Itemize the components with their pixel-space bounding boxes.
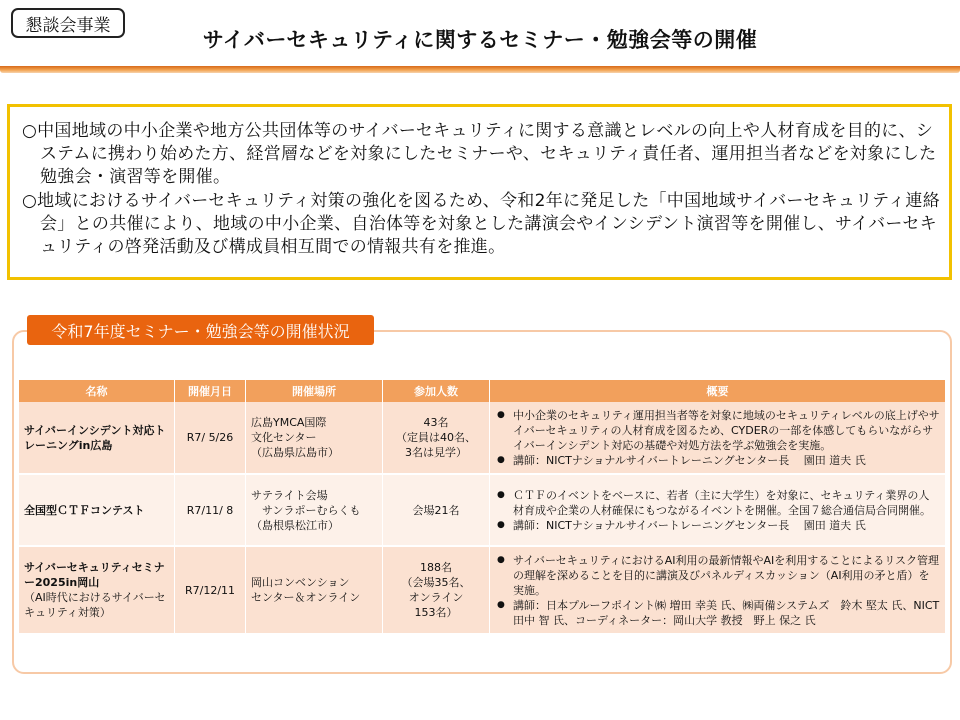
page-title: サイバーセキュリティに関するセミナー・勉強会等の開催 [202,28,758,52]
row-venue: 広島YMCA国際 文化センター （広島県広島市） [246,402,383,474]
row-name-sub: （AI時代におけるサイバーセキュリティ対策） [24,591,166,619]
overview-bullet: ● 講師：NICTナショナルサイバートレーニングセンター長 園田 道夫 氏 [495,453,940,468]
row-name [19,474,175,546]
row-attendees: 会場21名 [383,474,490,546]
row-name-main: サイバーセキュリティセミナー2025in岡山 [24,561,165,589]
seminar-table [18,380,946,635]
section-label: 令和7年度セミナー・勉強会等の開催状況 [27,315,374,345]
header-name: 名称 [19,380,175,402]
summary-paragraph-1: ○中国地域の中小企業や地方公共団体等のサイバーセキュリティに関する意識とレベルの向上や人材育成を目的に、システムに携わり始めた方、経営層などを対象にしたセミナーや、セキュリティ責任者、運用担当者などを対象にした勉強会・演習等を開催。 [22,121,937,187]
header-date: 開催月日 [175,380,246,402]
row-date: R7/ 5/26 [175,402,246,474]
row-overview [490,546,946,634]
overview-bullet: ● ＣＴＦのイベントをベースに、若者（主に大学生）を対象に、セキュリティ業界の人材育成や企業の人材確保にもつながるイベントを開催。全国７総合通信局合同開催。 [495,488,940,518]
row-overview [490,474,946,546]
summary-paragraph-2: ○地域におけるサイバーセキュリティ対策の強化を図るため、令和2年に発足した「中国地域サイバーセキュリティ連絡会」との共催により、地域の中小企業、自治体等を対象とした講演会やインシデント演習等を開催し、サイバーセキュリティの啓発活動及び構成員相互間での情報共有を推進。 [22,191,941,257]
header-attendees: 参加人数 [383,380,490,402]
row-overview [490,402,946,474]
overview-bullet: ● 中小企業のセキュリティ運用担当者等を対象に地域のセキュリティレベルの底上げやサイバーセキュリティの人材育成を図るため、CYDERの一部を体感してもらいながらサイバーインシデント対応の基礎や対処方法を学ぶ勉強会を実施。 [495,408,940,453]
table-row [19,402,946,474]
row-venue: サテライト会場 サンラポーむらくも （島根県松江市） [246,474,383,546]
header-overview: 概要 [490,380,946,402]
row-date: R7/12/11 [175,546,246,634]
header-venue: 開催場所 [246,380,383,402]
table-row [19,546,946,634]
summary-box [7,104,952,280]
row-attendees: 43名 （定員は40名、 3名は見学） [383,402,490,474]
table-row [19,474,946,546]
overview-bullet: ● 講師：日本プルーフポイント㈱ 増田 幸美 氏、㈱両備システムズ 鈴木 堅太 氏、NICT 田中 智 氏、コーディネーター：岡山大学 教授 野上 保之 氏 [495,598,940,628]
row-venue: 岡山コンベンション センター＆オンライン [246,546,383,634]
table-header-row [19,380,946,402]
row-name [19,402,175,474]
row-name-main: サイバーインシデント対応トレーニングin広島 [24,423,166,452]
title-divider [0,66,960,73]
row-attendees: 188名 （会場35名、 オンライン 153名） [383,546,490,634]
overview-bullet: ● サイバーセキュリティにおけるAI利用の最新情報やAIを利用することによるリスク管理の理解を深めることを目的に講演及びパネルディスカッション（AI利用の矛と盾）を実施。 [495,553,940,598]
category-tag: 懇談会事業 [11,8,125,38]
row-name-main: 全国型ＣＴＦコンテスト [24,503,145,517]
overview-bullet: ● 講師：NICTナショナルサイバートレーニングセンター長 園田 道夫 氏 [495,518,940,533]
row-name [19,546,175,634]
row-date: R7/11/ 8 [175,474,246,546]
